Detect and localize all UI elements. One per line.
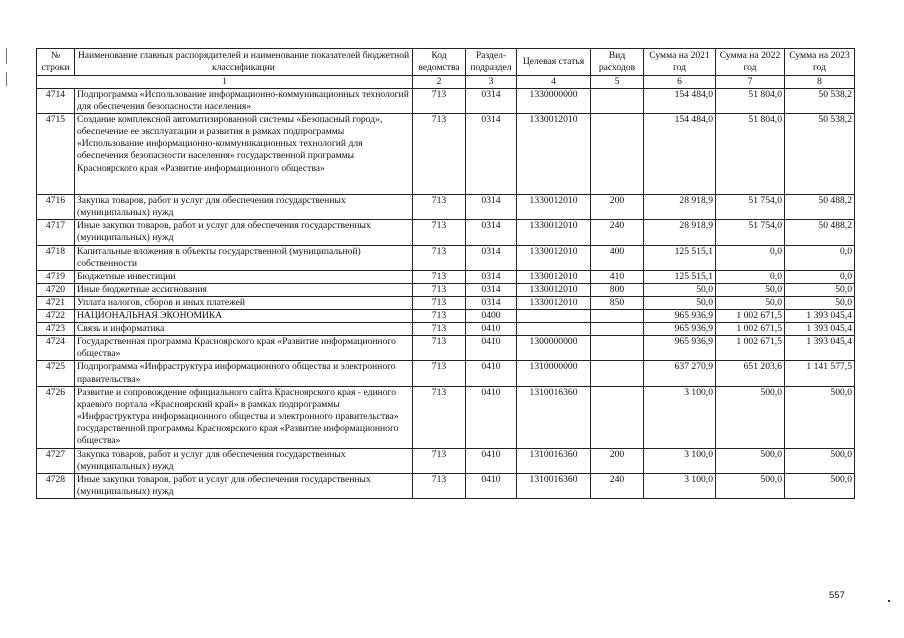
department-code: 713: [413, 296, 466, 309]
expense-type: [591, 310, 644, 323]
row-name: Иные бюджетные ассигнования: [75, 283, 413, 296]
row-name: НАЦИОНАЛЬНАЯ ЭКОНОМИКА: [75, 310, 413, 323]
sum-2021: 154 484,0: [644, 114, 716, 195]
row-name: Иные закупки товаров, работ и услуг для обеспечения государственных (муниципальных) нужд: [75, 220, 413, 245]
header-sum-2021: Сумма на 2021 год: [644, 49, 716, 76]
expense-type: [591, 336, 644, 361]
row-number: 4716: [37, 195, 75, 220]
section-code: 0314: [466, 283, 517, 296]
sum-2021: 28 918,9: [644, 195, 716, 220]
sum-2023: 1 393 045,4: [785, 323, 855, 336]
sum-2021: 3 100,0: [644, 386, 716, 448]
sum-2021: 965 936,9: [644, 336, 716, 361]
sum-2021: 637 270,9: [644, 361, 716, 386]
sum-2021: 965 936,9: [644, 310, 716, 323]
column-number: 2: [413, 76, 466, 89]
target-article: 1310016360: [517, 386, 591, 448]
department-code: 713: [413, 361, 466, 386]
target-article: 1330012010: [517, 270, 591, 283]
header-section: Раздел- подраздел: [466, 49, 517, 76]
header-row: [37, 49, 855, 76]
row-number: 4724: [37, 336, 75, 361]
column-number: 4: [517, 76, 591, 89]
row-number: 4720: [37, 283, 75, 296]
table-row: [37, 283, 855, 296]
sum-2021: 154 484,0: [644, 89, 716, 114]
sum-2021: 50,0: [644, 283, 716, 296]
header-row-number: № строки: [37, 49, 75, 76]
sum-2021: 965 936,9: [644, 323, 716, 336]
column-number: 6: [644, 76, 716, 89]
table-row: [37, 473, 855, 498]
sum-2023: 50 538,2: [785, 114, 855, 195]
sum-2022: 651 203,6: [716, 361, 785, 386]
section-code: 0410: [466, 361, 517, 386]
scan-edge-mark: [6, 72, 7, 86]
row-number: 4715: [37, 114, 75, 195]
target-article: 1310016360: [517, 448, 591, 473]
row-name: Бюджетные инвестиции: [75, 270, 413, 283]
sum-2022: 51 754,0: [716, 220, 785, 245]
sum-2023: 50 488,2: [785, 195, 855, 220]
target-article: 1330000000: [517, 89, 591, 114]
expense-type: [591, 361, 644, 386]
sum-2023: 500,0: [785, 386, 855, 448]
department-code: 713: [413, 195, 466, 220]
header-sum-2022: Сумма на 2022 год: [716, 49, 785, 76]
page-number: 557: [829, 590, 845, 601]
row-name: Подпрограмма «Инфраструктура информационного общества и электронного правительства»: [75, 361, 413, 386]
department-code: 713: [413, 386, 466, 448]
row-name: Иные закупки товаров, работ и услуг для обеспечения государственных (муниципальных) нужд: [75, 473, 413, 498]
department-code: 713: [413, 473, 466, 498]
expense-type: 850: [591, 296, 644, 309]
row-number: 4727: [37, 448, 75, 473]
row-number: 4719: [37, 270, 75, 283]
section-code: 0410: [466, 336, 517, 361]
sum-2023: 1 393 045,4: [785, 336, 855, 361]
row-number: 4728: [37, 473, 75, 498]
target-article: 1330012010: [517, 296, 591, 309]
row-name: Создание комплексной автоматизированной системы «Безопасный город», обеспечение ее эксплуатации и развития в рамках подпрограммы «Использование информационно-коммуникационных технологий для обеспечения безопасности населения» государственной программы Красноярского края «Развитие информационного общества»: [75, 114, 413, 195]
row-number: 4722: [37, 310, 75, 323]
sum-2022: 500,0: [716, 448, 785, 473]
header-target-article: Целевая статья: [517, 49, 591, 76]
expense-type: 240: [591, 473, 644, 498]
row-number: 4718: [37, 245, 75, 270]
sum-2022: 51 804,0: [716, 114, 785, 195]
scan-dot: [888, 600, 890, 602]
table-row: [37, 296, 855, 309]
sum-2021: 28 918,9: [644, 220, 716, 245]
column-number: 7: [716, 76, 785, 89]
row-number: 4714: [37, 89, 75, 114]
expense-type: 200: [591, 195, 644, 220]
department-code: 713: [413, 89, 466, 114]
row-number: 4723: [37, 323, 75, 336]
section-code: 0314: [466, 245, 517, 270]
row-name: Связь и информатика: [75, 323, 413, 336]
column-number: 8: [785, 76, 855, 89]
sum-2021: 50,0: [644, 296, 716, 309]
row-name: Закупка товаров, работ и услуг для обеспечения государственных (муниципальных) нужд: [75, 448, 413, 473]
target-article: 1300000000: [517, 336, 591, 361]
sum-2021: 125 515,1: [644, 245, 716, 270]
row-number: 4726: [37, 386, 75, 448]
row-name: Капитальные вложения в объекты государственной (муниципальной) собственности: [75, 245, 413, 270]
department-code: 713: [413, 336, 466, 361]
target-article: 1310000000: [517, 361, 591, 386]
target-article: 1330012010: [517, 114, 591, 195]
sum-2022: 1 002 671,5: [716, 323, 785, 336]
table-row: [37, 89, 855, 114]
section-code: 0410: [466, 323, 517, 336]
department-code: 713: [413, 310, 466, 323]
table-row: [37, 448, 855, 473]
column-number: 3: [466, 76, 517, 89]
expense-type: [591, 89, 644, 114]
table-row: [37, 245, 855, 270]
sum-2023: 1 141 577,5: [785, 361, 855, 386]
sum-2023: 0,0: [785, 270, 855, 283]
target-article: 1330012010: [517, 283, 591, 296]
section-code: 0410: [466, 473, 517, 498]
expense-type: 400: [591, 245, 644, 270]
table-row: [37, 323, 855, 336]
section-code: 0314: [466, 89, 517, 114]
sum-2023: 50 488,2: [785, 220, 855, 245]
department-code: 713: [413, 448, 466, 473]
target-article: [517, 323, 591, 336]
sum-2022: 1 002 671,5: [716, 336, 785, 361]
section-code: 0314: [466, 220, 517, 245]
department-code: 713: [413, 270, 466, 283]
expense-type: [591, 386, 644, 448]
sum-2023: 1 393 045,4: [785, 310, 855, 323]
sum-2021: 3 100,0: [644, 448, 716, 473]
row-name: Закупка товаров, работ и услуг для обеспечения государственных (муниципальных) нужд: [75, 195, 413, 220]
table-body: [37, 89, 855, 499]
table-row: [37, 220, 855, 245]
row-name: Подпрограмма «Использование информационно-коммуникационных технологий для обеспечения безопасности населения»: [75, 89, 413, 114]
row-name: Государственная программа Красноярского края «Развитие информационного общества»: [75, 336, 413, 361]
sum-2022: 51 754,0: [716, 195, 785, 220]
sum-2022: 500,0: [716, 386, 785, 448]
row-name: Уплата налогов, сборов и иных платежей: [75, 296, 413, 309]
row-number: 4717: [37, 220, 75, 245]
sum-2023: 50 538,2: [785, 89, 855, 114]
target-article: 1330012010: [517, 245, 591, 270]
table-row: [37, 310, 855, 323]
sum-2022: 50,0: [716, 296, 785, 309]
sum-2023: 0,0: [785, 245, 855, 270]
sum-2023: 500,0: [785, 448, 855, 473]
sum-2022: 51 804,0: [716, 89, 785, 114]
row-number: 4725: [37, 361, 75, 386]
sum-2023: 50,0: [785, 296, 855, 309]
target-article: 1330012010: [517, 220, 591, 245]
section-code: 0410: [466, 386, 517, 448]
column-number: 1: [37, 76, 413, 89]
column-number-row: [37, 76, 855, 89]
table-row: [37, 114, 855, 195]
table-row: [37, 336, 855, 361]
table-row: [37, 195, 855, 220]
sum-2021: 3 100,0: [644, 473, 716, 498]
sum-2023: 500,0: [785, 473, 855, 498]
expense-type: 800: [591, 283, 644, 296]
target-article: 1330012010: [517, 195, 591, 220]
department-code: 713: [413, 114, 466, 195]
sum-2022: 0,0: [716, 245, 785, 270]
section-code: 0314: [466, 195, 517, 220]
sum-2022: 50,0: [716, 283, 785, 296]
sum-2022: 500,0: [716, 473, 785, 498]
budget-table: [36, 48, 855, 499]
row-name: Развитие и сопровождение официального сайта Красноярского края - единого краевого портала «Красноярский край» в рамках подпрограммы «Инфраструктура информационного общества и электронного правительства» государственной программы Красноярского края «Развитие информационного общества»: [75, 386, 413, 448]
sum-2023: 50,0: [785, 283, 855, 296]
expense-type: 200: [591, 448, 644, 473]
sum-2022: 0,0: [716, 270, 785, 283]
section-code: 0314: [466, 270, 517, 283]
section-code: 0314: [466, 296, 517, 309]
expense-type: 240: [591, 220, 644, 245]
row-number: 4721: [37, 296, 75, 309]
expense-type: [591, 114, 644, 195]
expense-type: [591, 323, 644, 336]
section-code: 0410: [466, 448, 517, 473]
table-row: [37, 361, 855, 386]
target-article: 1310016360: [517, 473, 591, 498]
header-sum-2023: Сумма на 2023 год: [785, 49, 855, 76]
section-code: 0400: [466, 310, 517, 323]
section-code: 0314: [466, 114, 517, 195]
header-expense-type: Вид расходов: [591, 49, 644, 76]
expense-type: 410: [591, 270, 644, 283]
column-number: 5: [591, 76, 644, 89]
department-code: 713: [413, 283, 466, 296]
target-article: [517, 310, 591, 323]
department-code: 713: [413, 220, 466, 245]
sum-2021: 125 515,1: [644, 270, 716, 283]
sum-2022: 1 002 671,5: [716, 310, 785, 323]
table-row: [37, 270, 855, 283]
header-department-code: Код ведомства: [413, 49, 466, 76]
department-code: 713: [413, 323, 466, 336]
department-code: 713: [413, 245, 466, 270]
scan-edge-mark: [6, 48, 7, 64]
header-name: Наименование главных распорядителей и наименование показателей бюджетной классификации: [75, 49, 413, 76]
table-row: [37, 386, 855, 448]
